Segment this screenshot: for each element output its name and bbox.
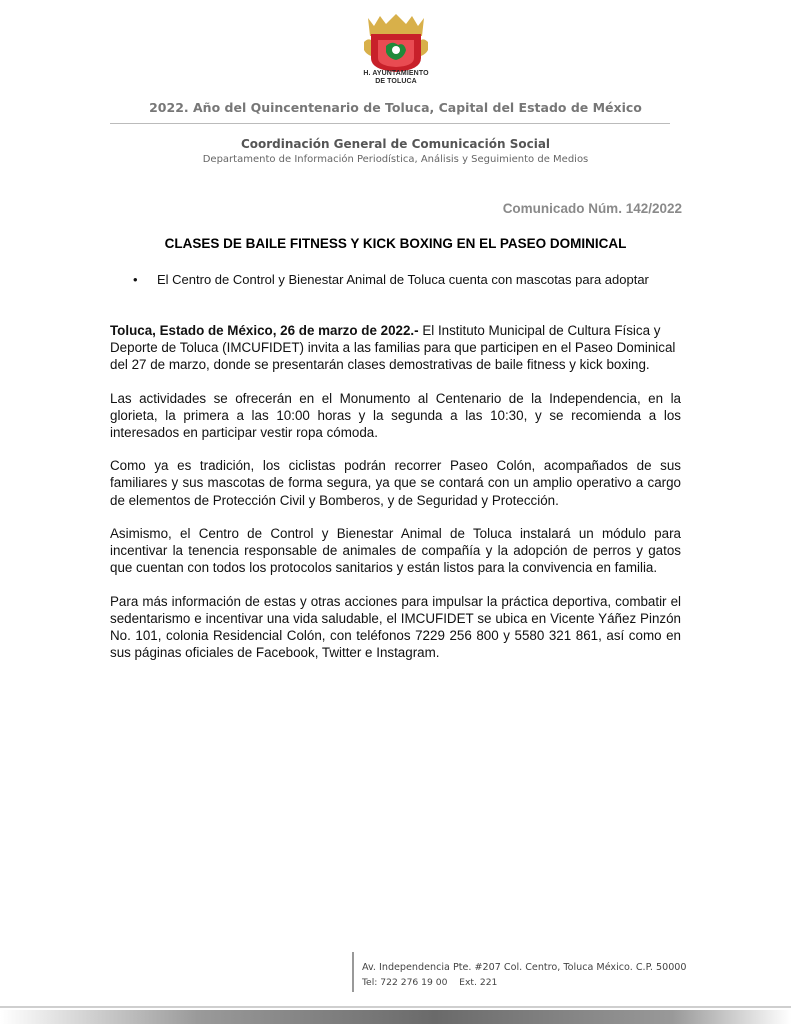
highlight-text: El Centro de Control y Bienestar Animal de Toluca cuenta con mascotas para adoptar <box>157 272 649 287</box>
logo-caption-line1: H. AYUNTAMIENTO <box>363 70 429 77</box>
paragraph-4: Asimismo, el Centro de Control y Bienestar Animal de Toluca instalará un módulo para incentivar la tenencia responsable de animales de compañía y la adopción de perros y gatos que cuentan con todos los protocolos sanitarios y están listos para la convivencia en familia. <box>110 526 681 576</box>
paragraph-1-text: El Instituto Municipal de Cultura Física y Deporte de Toluca (IMCUFIDET) invita a las familias para que participen en el Paseo Dominical del 27 de marzo, donde se presentarán clases demostrativas de baile fitness y kick boxing. <box>110 323 676 373</box>
logo-caption-line2: DE TOLUCA <box>375 78 417 85</box>
paragraph-3: Como ya es tradición, los ciclistas podrán recorrer Paseo Colón, acompañados de sus familiares y sus mascotas de forma segura, ya que se contará con un amplio operativo a cargo de elementos de Protección Civil y Bomberos, y de Seguridad y Protección. <box>110 458 681 508</box>
dateline: Toluca, Estado de México, 26 de marzo de 2022.- <box>110 323 419 338</box>
footer-divider <box>352 952 354 992</box>
logo-caption <box>335 70 457 86</box>
bullet-icon: • <box>133 272 138 287</box>
release-number: Comunicado Núm. 142/2022 <box>502 201 682 216</box>
footer-band <box>0 1010 791 1024</box>
footer-address: Av. Independencia Pte. #207 Col. Centro, Toluca México. C.P. 50000 <box>362 962 687 973</box>
paragraph-2: Las actividades se ofrecerán en el Monumento al Centenario de la Independencia, en la glorieta, la primera a las 10:00 horas y la segunda a las 10:30, y se recomienda a los interesados en participar vestir ropa cómoda. <box>110 390 681 440</box>
footer-band-line <box>0 1006 791 1008</box>
paragraph-1 <box>110 322 681 373</box>
paragraph-5: Para más información de estas y otras acciones para impulsar la práctica deportiva, combatir el sedentarismo e incentivar una vida saludable, el IMCUFIDET se ubica en Vicente Yáñez Pinzón No. 101, colonia Residencial Colón, con teléfonos 7229 256 800 y 5580 321 861, así como en sus páginas oficiales de Facebook, Twitter e Instagram. <box>110 593 681 660</box>
release-body <box>110 322 681 677</box>
highlights-list <box>128 271 668 288</box>
toluca-coat-of-arms-icon <box>360 12 432 74</box>
header-divider <box>110 123 670 124</box>
coordination-title: Coordinación General de Comunicación Social <box>240 137 551 151</box>
list-item <box>128 271 668 288</box>
department-subtitle: Departamento de Información Periodística, Análisis y Seguimiento de Medios <box>202 154 589 165</box>
footer-phone: Tel: 722 276 19 00 Ext. 221 <box>362 977 498 988</box>
release-headline: CLASES DE BAILE FITNESS Y KICK BOXING EN EL PASEO DOMINICAL <box>164 236 627 251</box>
year-motto: 2022. Año del Quincentenario de Toluca, Capital del Estado de México <box>149 100 642 115</box>
